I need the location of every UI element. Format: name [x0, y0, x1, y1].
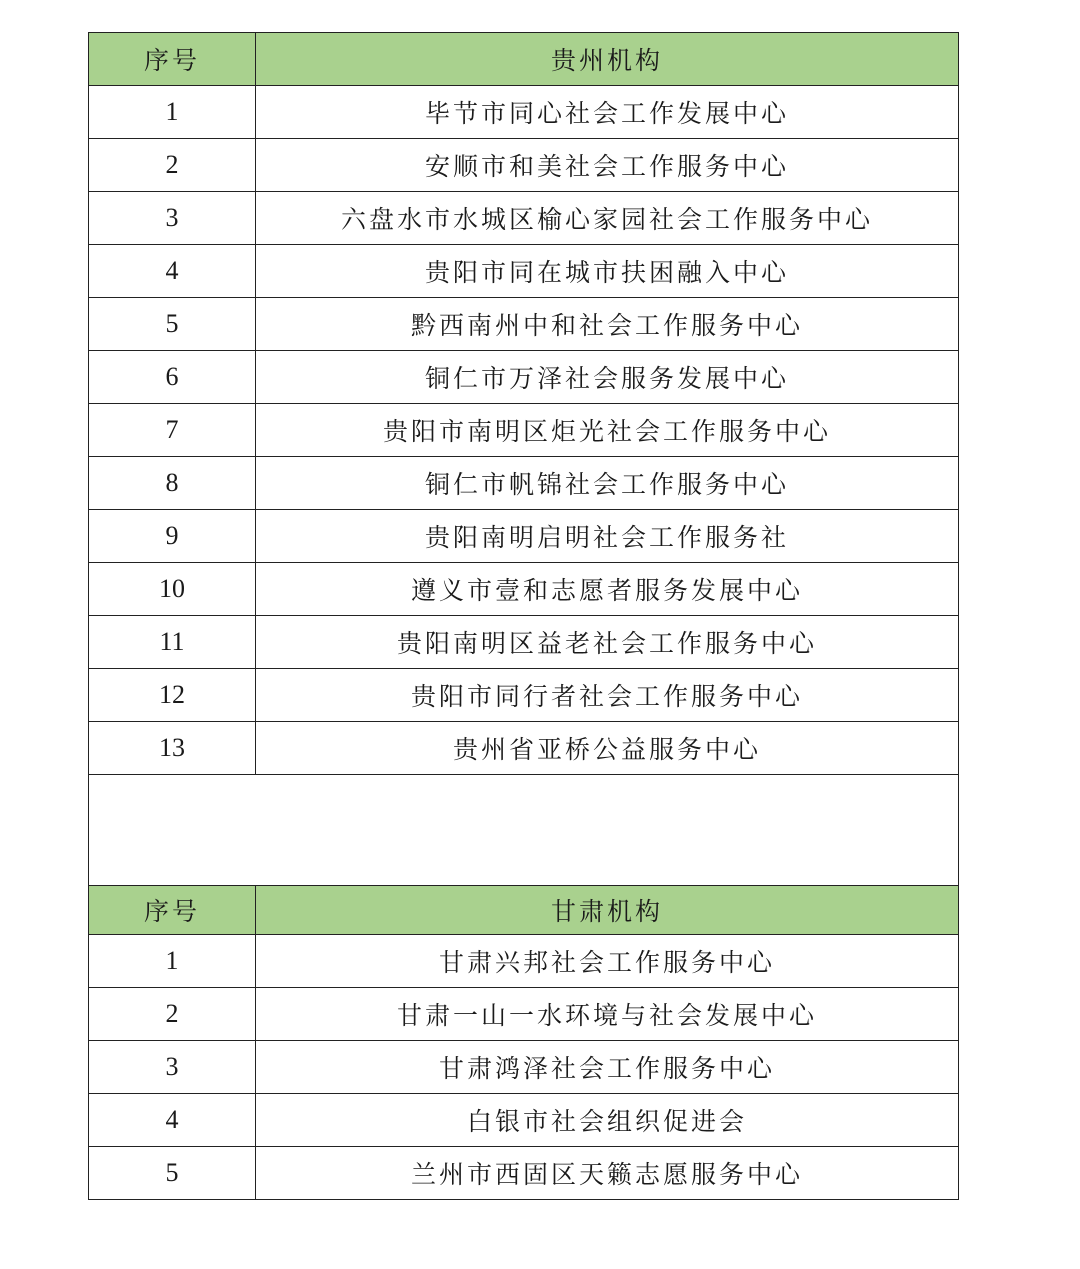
table-row [89, 510, 959, 563]
table-row [89, 351, 959, 404]
row-index: 2 [89, 139, 256, 192]
row-index: 4 [89, 245, 256, 298]
row-index: 2 [89, 987, 256, 1040]
index-column-header: 序号 [89, 885, 256, 934]
blank-cell [89, 775, 959, 886]
table-row [89, 616, 959, 669]
organization-name: 甘肃一山一水环境与社会发展中心 [256, 987, 959, 1040]
organization-name: 贵阳市同行者社会工作服务中心 [256, 669, 959, 722]
table-row [89, 1040, 959, 1093]
row-index: 3 [89, 1040, 256, 1093]
organization-name: 安顺市和美社会工作服务中心 [256, 139, 959, 192]
table-row [89, 192, 959, 245]
index-column-header: 序号 [89, 33, 256, 86]
row-index: 9 [89, 510, 256, 563]
table-row [89, 1093, 959, 1146]
table-row [89, 245, 959, 298]
table-row [89, 86, 959, 139]
row-index: 10 [89, 563, 256, 616]
organization-name: 黔西南州中和社会工作服务中心 [256, 298, 959, 351]
document-sheet [88, 32, 958, 1200]
organization-name: 遵义市壹和志愿者服务发展中心 [256, 563, 959, 616]
organization-name: 六盘水市水城区榆心家园社会工作服务中心 [256, 192, 959, 245]
row-index: 6 [89, 351, 256, 404]
table-row [89, 457, 959, 510]
table-row [89, 298, 959, 351]
row-index: 1 [89, 86, 256, 139]
row-index: 8 [89, 457, 256, 510]
table-header-row [89, 885, 959, 934]
blank-spacer-row [89, 775, 959, 886]
row-index: 5 [89, 298, 256, 351]
table-header-row [89, 33, 959, 86]
table-row [89, 1146, 959, 1199]
organization-name: 甘肃兴邦社会工作服务中心 [256, 934, 959, 987]
row-index: 3 [89, 192, 256, 245]
table-row [89, 669, 959, 722]
organization-name: 贵阳南明启明社会工作服务社 [256, 510, 959, 563]
organization-name: 贵阳市同在城市扶困融入中心 [256, 245, 959, 298]
organization-name: 铜仁市帆锦社会工作服务中心 [256, 457, 959, 510]
organization-name: 铜仁市万泽社会服务发展中心 [256, 351, 959, 404]
organization-column-header: 贵州机构 [256, 33, 959, 86]
organization-column-header: 甘肃机构 [256, 885, 959, 934]
organization-name: 毕节市同心社会工作发展中心 [256, 86, 959, 139]
organization-name: 贵州省亚桥公益服务中心 [256, 722, 959, 775]
guizhou-organizations-table [88, 32, 959, 886]
organization-name: 兰州市西固区天籁志愿服务中心 [256, 1146, 959, 1199]
table-row [89, 563, 959, 616]
row-index: 1 [89, 934, 256, 987]
organization-name: 甘肃鸿泽社会工作服务中心 [256, 1040, 959, 1093]
row-index: 4 [89, 1093, 256, 1146]
row-index: 12 [89, 669, 256, 722]
organization-name: 贵阳市南明区炬光社会工作服务中心 [256, 404, 959, 457]
table-row [89, 404, 959, 457]
table-row [89, 139, 959, 192]
organization-name: 白银市社会组织促进会 [256, 1093, 959, 1146]
table-row [89, 722, 959, 775]
table-row [89, 987, 959, 1040]
organization-name: 贵阳南明区益老社会工作服务中心 [256, 616, 959, 669]
row-index: 5 [89, 1146, 256, 1199]
row-index: 11 [89, 616, 256, 669]
table-row [89, 934, 959, 987]
row-index: 13 [89, 722, 256, 775]
gansu-organizations-table [88, 885, 959, 1200]
row-index: 7 [89, 404, 256, 457]
